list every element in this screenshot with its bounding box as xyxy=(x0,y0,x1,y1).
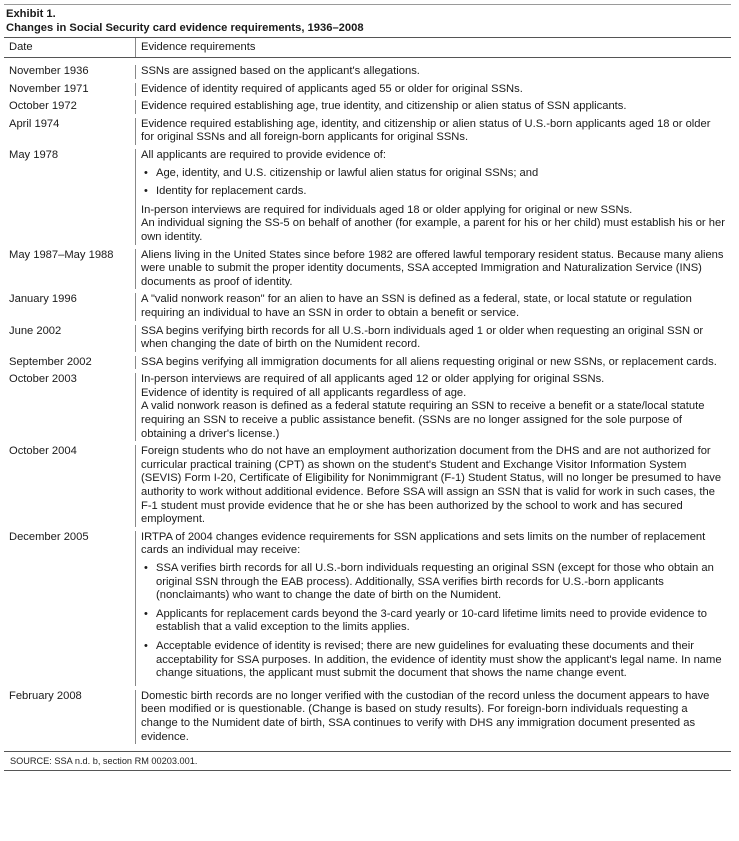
exhibit xyxy=(4,4,731,771)
evidence-paragraph: A valid nonwork reason is defined as a federal statute requiring an SSN to receive a benefit or a state/local statute requiring an SSN to receive a public assistance benefit. (SSNs are no longer assigned for the sole purpose of obtaining a driver's license.) xyxy=(141,400,705,440)
row-evidence xyxy=(136,293,731,320)
evidence-bullet: • Acceptable evidence of identity is revised; there are new guidelines for evaluating these documents and their acceptability for SSA purposes. In addition, the evidence of identity must show the applicant's legal name. In name change situations, the applicant must submit the document that shows the name change event. xyxy=(156,640,725,681)
row-date: September 2002 xyxy=(4,356,136,370)
row-date: June 2002 xyxy=(4,325,136,352)
row-evidence xyxy=(136,356,731,370)
table-header xyxy=(4,37,731,58)
row-evidence xyxy=(136,65,731,79)
evidence-paragraph: Evidence of identity is required of all applicants regardless of age. xyxy=(141,386,467,399)
top-rule xyxy=(4,4,731,5)
evidence-bullet-list xyxy=(141,562,725,681)
table-body xyxy=(4,58,731,752)
evidence-paragraph: In-person interviews are required for individuals aged 18 or older applying for original or new SSNs. xyxy=(141,203,633,216)
row-date: May 1978 xyxy=(4,149,136,245)
evidence-intro: IRTPA of 2004 changes evidence requirements for SSN applications and sets limits on the number of replacement cards an individual may receive: xyxy=(141,530,706,557)
table-row xyxy=(4,65,731,79)
evidence-paragraph: Aliens living in the United States since before 1982 are offered lawful temporary resident status. Because many aliens were unable to submit the proper identity documents, SSA accepted Immigration and Naturalization Service (INS) documents as proof of identity. xyxy=(141,248,724,288)
header-evidence: Evidence requirements xyxy=(141,41,256,53)
row-evidence xyxy=(136,149,731,245)
row-date: October 2003 xyxy=(4,373,136,441)
row-date: December 2005 xyxy=(4,531,136,686)
evidence-bullet: • Applicants for replacement cards beyond the 3-card yearly or 10-card lifetime limits need to provide evidence to establish that a valid exception to the limits applies. xyxy=(156,608,725,635)
evidence-paragraph: A "valid nonwork reason" for an alien to have an SSN is defined as a federal, state, or local statute or regulation requiring an individual to have an SSN in order to obtain a benefit or service. xyxy=(141,293,692,319)
table-row xyxy=(4,249,731,290)
evidence-paragraph: An individual signing the SS-5 on behalf of another (for example, a parent for his or her child) must establish his or her own identity. xyxy=(141,217,725,243)
row-date: May 1987–May 1988 xyxy=(4,249,136,290)
evidence-paragraph: SSNs are assigned based on the applicant's allegations. xyxy=(141,65,420,77)
evidence-paragraph: Evidence of identity required of applicants aged 55 or older for original SSNs. xyxy=(141,82,523,95)
row-evidence xyxy=(136,445,731,527)
evidence-intro: All applicants are required to provide evidence of: xyxy=(141,148,387,161)
evidence-paragraph: SSA begins verifying all immigration documents for all aliens requesting original or new SSNs, or replacement cards. xyxy=(141,355,717,368)
evidence-bullet: • SSA verifies birth records for all U.S.-born individuals requesting an original SSN (except for those who obtain an original SSN through the EAB process). Additionally, SSA verifies birth records for U.S.-born applicants (nonclaimants) who want to change the date of birth on the Numident. xyxy=(156,562,725,603)
exhibit-title: Changes in Social Security card evidence requirements, 1936–2008 xyxy=(6,22,364,34)
table-row xyxy=(4,83,731,97)
row-evidence xyxy=(136,83,731,97)
table-row xyxy=(4,100,731,114)
header-date: Date xyxy=(4,38,136,57)
row-date: January 1996 xyxy=(4,293,136,320)
row-evidence xyxy=(136,531,731,686)
evidence-paragraph: In-person interviews are required of all applicants aged 12 or older applying for original SSNs. xyxy=(141,373,605,386)
table-row xyxy=(4,149,731,245)
row-evidence xyxy=(136,325,731,352)
evidence-paragraph: Domestic birth records are no longer verified with the custodian of the record unless the document appears to have been modified or is questionable. (Change is based on study results). For foreign-born individuals requesting a change to the Numident date of birth, SSA continues to verify with DHS any immigration document presented as evidence. xyxy=(141,689,710,743)
table-row xyxy=(4,373,731,441)
table-row xyxy=(4,690,731,744)
table-row xyxy=(4,293,731,320)
evidence-bullet: • Identity for replacement cards. xyxy=(156,185,725,199)
evidence-bullet-list xyxy=(141,167,725,199)
row-evidence xyxy=(136,249,731,290)
row-date: October 2004 xyxy=(4,445,136,527)
evidence-paragraph: Evidence required establishing age, identity, and citizenship or alien status of U.S.-born applicants aged 18 or older for original SSNs and all foreign-born applicants for original SSNs. xyxy=(141,117,711,144)
row-evidence xyxy=(136,690,731,744)
table-row xyxy=(4,325,731,352)
evidence-paragraph: Foreign students who do not have an employment authorization document from the DHS and are not authorized for curricular practical training (CPT) as shown on the student's Student and Exchange Visitor Information System (SEVIS) Form I-20, Certificate of Eligibility for Nonimmigrant (F-1) Student Status, will no longer be presumed to have authority to work without additional evidence. Before SSA will assign an SSN that is valid for work in such cases, the F-1 student must provide evidence that he or she has been authorized by the school to work and has secured employment. xyxy=(141,445,722,526)
row-evidence xyxy=(136,100,731,114)
row-evidence xyxy=(136,118,731,145)
row-date: April 1974 xyxy=(4,118,136,145)
evidence-paragraph: SSA begins verifying birth records for all U.S.-born individuals aged 1 or older when requesting an original SSN or when changing the date of birth on the Numident record. xyxy=(141,324,704,351)
row-date: November 1936 xyxy=(4,65,136,79)
row-evidence xyxy=(136,373,731,441)
evidence-paragraph: Evidence required establishing age, true identity, and citizenship or alien status of SSN applicants. xyxy=(141,100,627,113)
table-row xyxy=(4,118,731,145)
table-row xyxy=(4,531,731,686)
exhibit-label: Exhibit 1. xyxy=(6,8,56,20)
table-row xyxy=(4,445,731,527)
table-row xyxy=(4,356,731,370)
row-date: October 1972 xyxy=(4,100,136,114)
evidence-bullet: • Age, identity, and U.S. citizenship or lawful alien status for original SSNs; and xyxy=(156,167,725,181)
row-date: November 1971 xyxy=(4,83,136,97)
source-note: SOURCE: SSA n.d. b, section RM 00203.001. xyxy=(4,752,731,771)
row-date: February 2008 xyxy=(4,690,136,744)
